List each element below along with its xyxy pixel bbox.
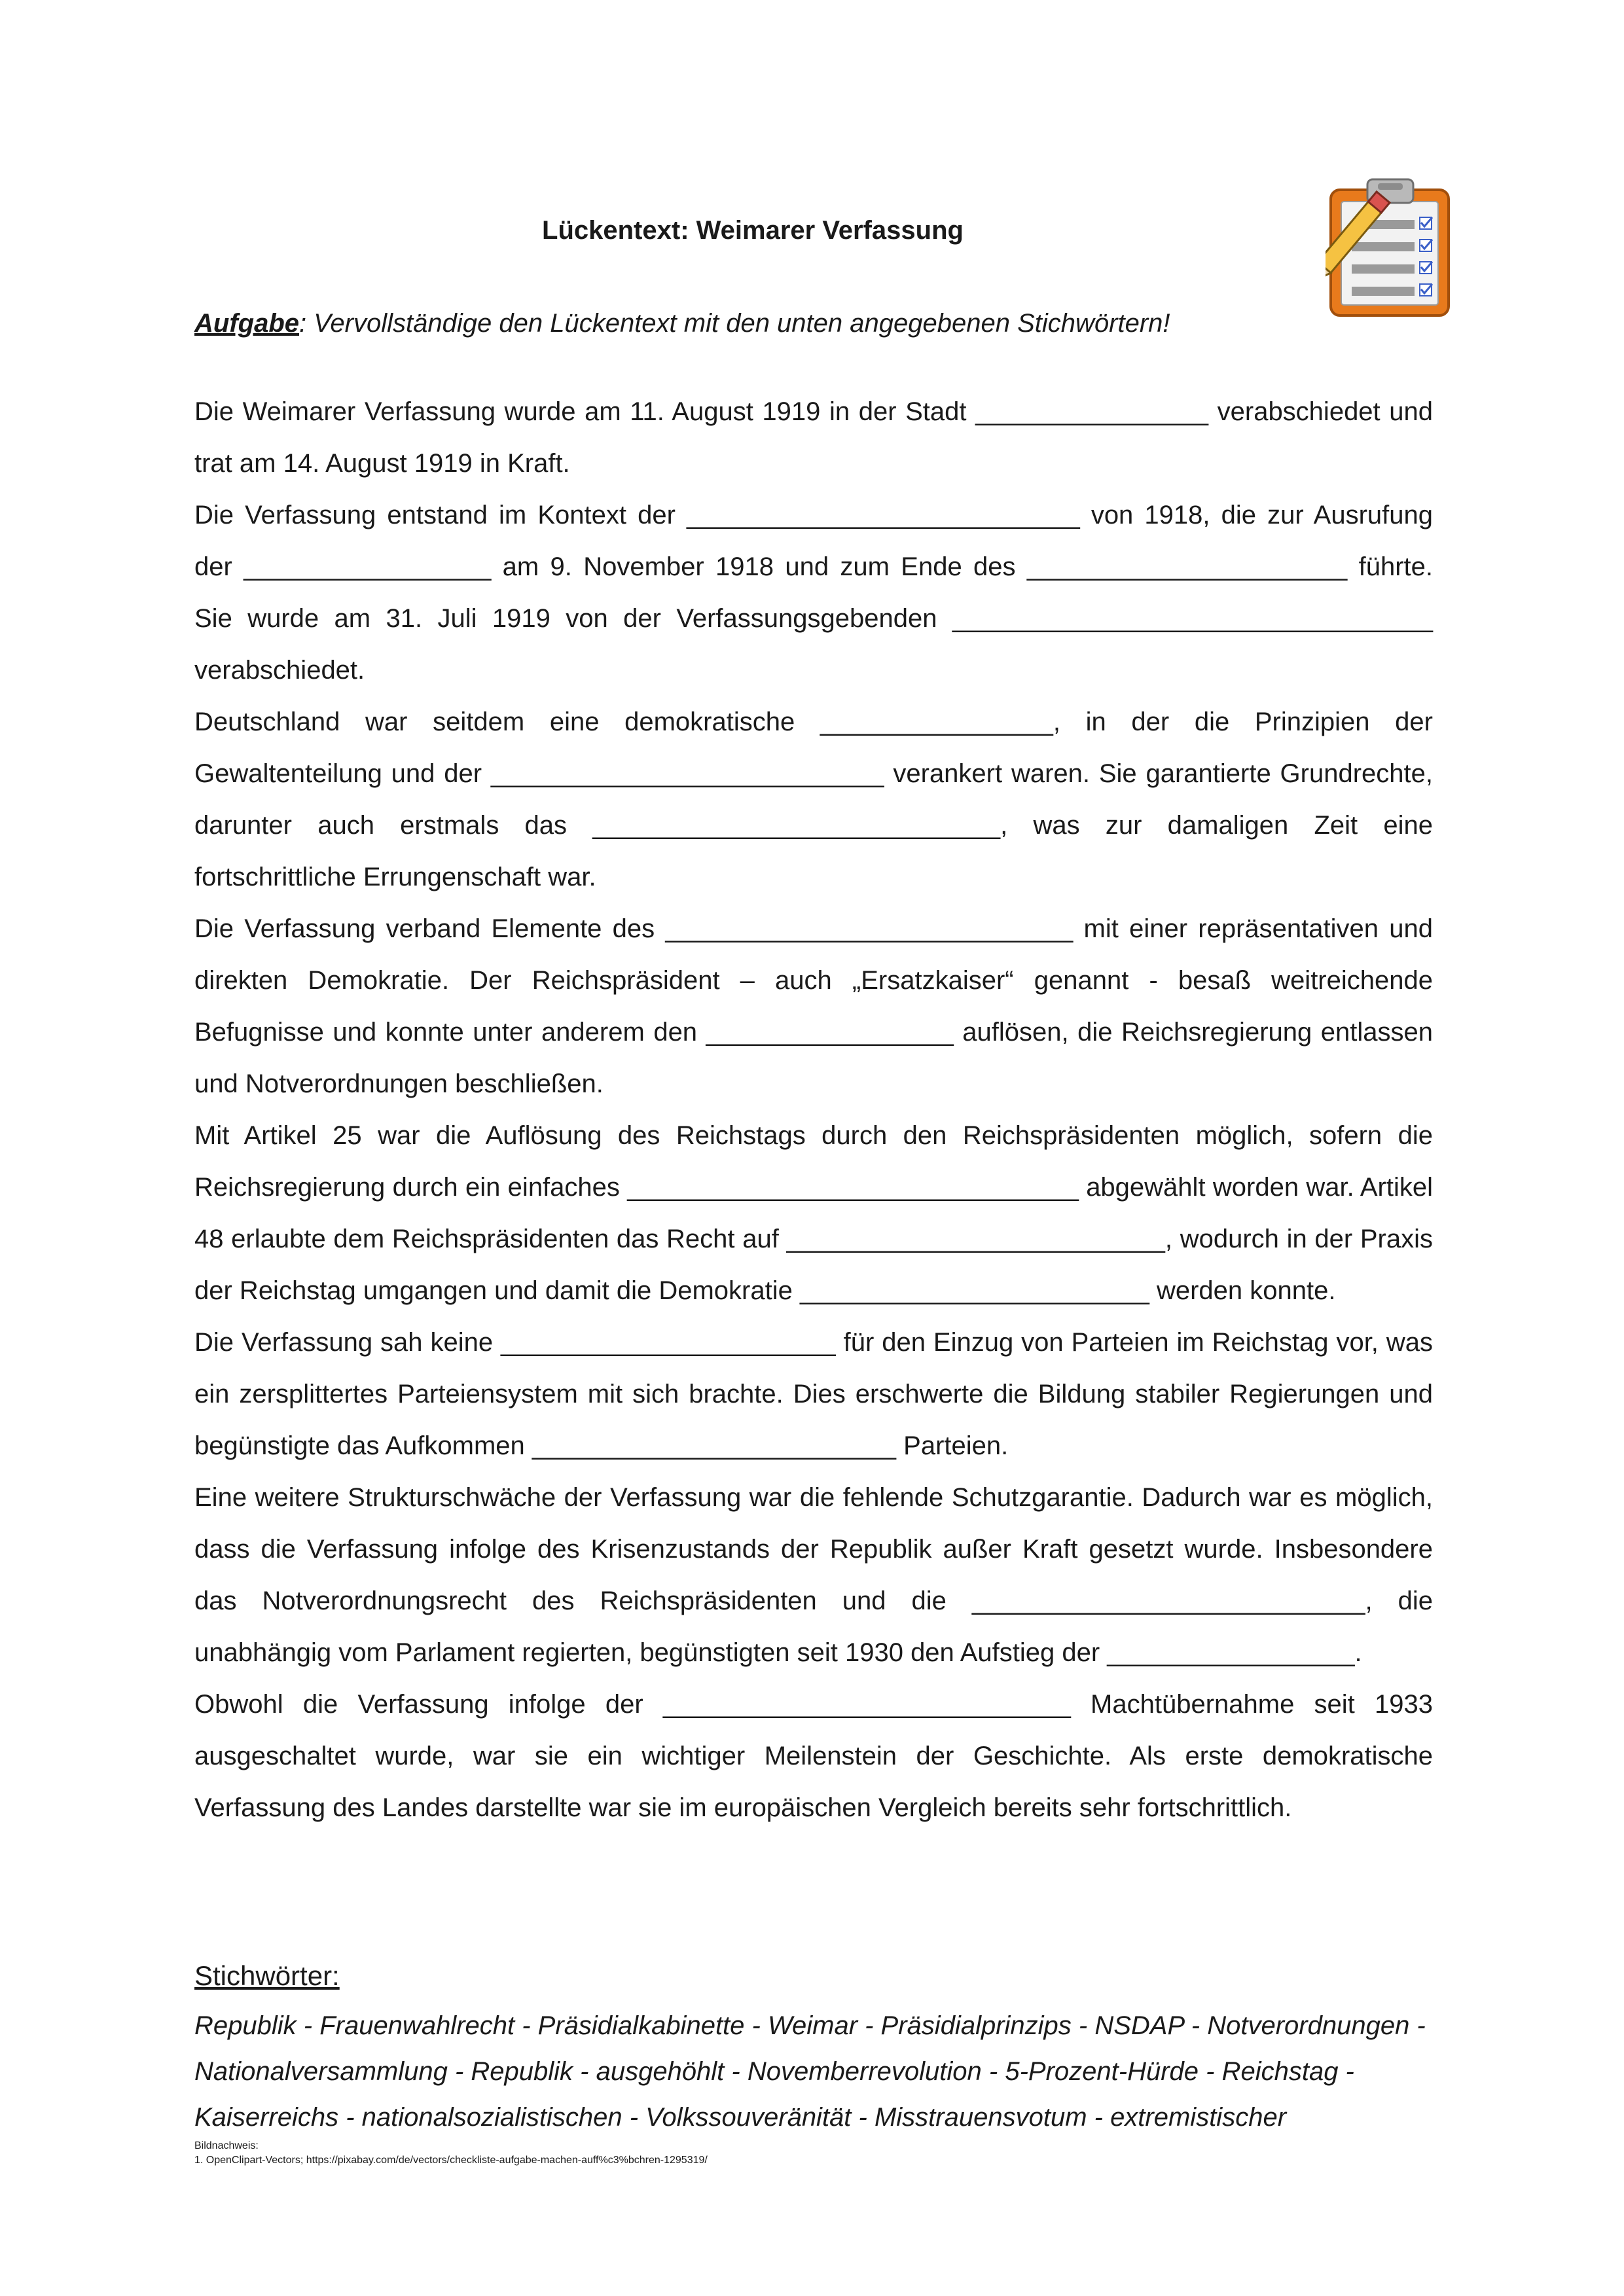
task-label: Aufgabe	[194, 309, 299, 338]
clipboard-checklist-icon	[1326, 177, 1456, 321]
cloze-paragraph: Die Verfassung sah keine _______________________ für den Einzug von Parteien im Reichstag vor, was ein zersplittertes Parteiensystem mit sich brachte. Dies erschwerte die Bildung stabiler Regierungen und begünstigte das Aufkommen _________________________ Parteien.	[194, 1328, 1433, 1460]
page-title: Lückentext: Weimarer Verfassung	[542, 216, 964, 245]
keywords-list: Republik - Frauenwahlrecht - Präsidialkabinette - Weimar - Präsidialprinzips - NSDAP - Notverordnungen - Nationalversammlung - Republik - ausgehöhlt - Novemberrevolution - 5-Prozent-Hürde - Reichstag - Kaiserreichs - nationalsozialistischen - Volkssouveränität - Misstrauensvotum - extremistischer	[194, 2011, 1426, 2132]
cloze-paragraph: Die Verfassung verband Elemente des ____________________________ mit einer repräsentativen und direkten Demokratie. Der Reichspräsident – auch „Ersatzkaiser“ genannt - besaß weitreichende Befugnisse und konnte unter anderem den _________________ auflösen, die Reichsregierung entlassen und Notverordnungen beschließen.	[194, 914, 1433, 1098]
cloze-paragraph: Die Verfassung entstand im Kontext der ___________________________ von 1918, die zur Ausrufung der _________________ am 9. November 1918 und zum Ende des ______________________ führte. Sie wurde am 31. Juli 1919 von der Verfassungsgebenden _________________________________ verabschiedet.	[194, 501, 1433, 685]
cloze-paragraph: Obwohl die Verfassung infolge der ____________________________ Machtübernahme seit 1933 ausgeschaltet wurde, war sie ein wichtiger Meilenstein der Geschichte. Als erste demokratische Verfassung des Landes darstellte war sie im europäischen Vergleich bereits sehr fortschrittlich.	[194, 1690, 1433, 1822]
image-credits-line: 1. OpenClipart-Vectors; https://pixabay.com/de/vectors/checkliste-aufgabe-machen-auff%c3%bchren-1295319/	[194, 2155, 708, 2166]
keywords-heading: Stichwörter:	[194, 1960, 340, 1991]
cloze-paragraph: Eine weitere Strukturschwäche der Verfassung war die fehlende Schutzgarantie. Dadurch war es möglich, dass die Verfassung infolge des Krisenzustands der Republik außer Kraft gesetzt wurde. Insbesondere das Notverordnungsrecht des Reichspräsidenten und die ___________________________, die unabhängig vom Parlament regierten, begünstigten seit 1930 den Aufstieg der _________________.	[194, 1483, 1433, 1667]
cloze-text	[194, 386, 1433, 1834]
cloze-paragraph: Mit Artikel 25 war die Auflösung des Reichstags durch den Reichspräsidenten möglich, sofern die Reichsregierung durch ein einfaches _______________________________ abgewählt worden war. Artikel 48 erlaubte dem Reichspräsidenten das Recht auf __________________________, wodurch in der Praxis der Reichstag umgangen und damit die Demokratie ________________________ werden konnte.	[194, 1121, 1433, 1305]
image-credits-label: Bildnachweis:	[194, 2140, 259, 2151]
cloze-paragraph: Die Weimarer Verfassung wurde am 11. August 1919 in der Stadt ________________ verabschiedet und trat am 14. August 1919 in Kraft.	[194, 397, 1433, 478]
task-text: : Vervollständige den Lückentext mit den unten angegebenen Stichwörtern!	[299, 309, 1170, 338]
cloze-paragraph: Deutschland war seitdem eine demokratische ________________, in der die Prinzipien der Gewaltenteilung und der ___________________________ verankert waren. Sie garantierte Grundrechte, darunter auch erstmals das ____________________________, was zur damaligen Zeit eine fortschrittliche Errungenschaft war.	[194, 708, 1433, 891]
task-instruction	[194, 309, 1438, 338]
